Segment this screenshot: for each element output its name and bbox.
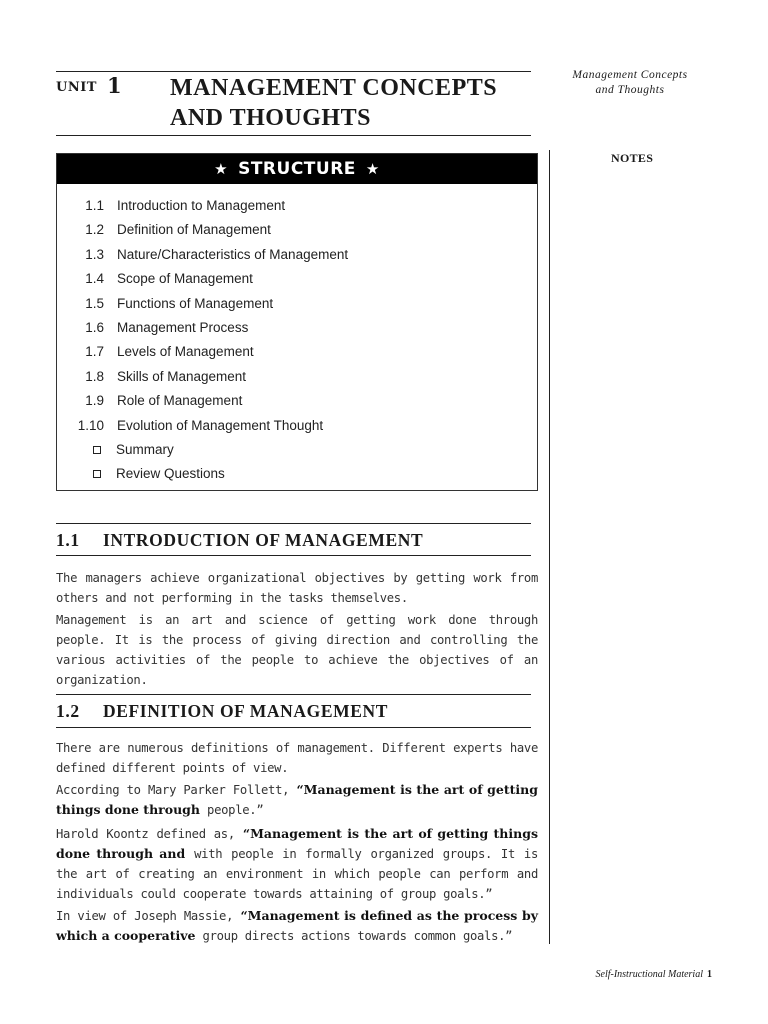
toc-item-number: 1.9 (85, 393, 104, 409)
toc-item[interactable] (57, 198, 348, 222)
toc-extra-item[interactable] (57, 442, 348, 466)
star-icon: ★ (214, 160, 229, 178)
running-title (560, 68, 700, 98)
text-run: people.” (200, 803, 264, 817)
toc-item-label: Functions of Management (117, 295, 274, 311)
toc-item[interactable] (57, 369, 348, 393)
structure-heading-bar (57, 154, 537, 184)
page-footer (560, 969, 712, 980)
paragraph (56, 906, 538, 946)
toc-item-label: Levels of Management (117, 344, 254, 360)
paragraph: Management is an art and science of getting work done through people. It is the process of giving direction and controlling the various activities of the people to achieve the objectives of an organization. (56, 613, 538, 687)
toc-item[interactable] (57, 344, 348, 368)
notes-label: NOTES (611, 151, 654, 165)
header-bottom-rule (56, 135, 531, 136)
bold-quote: “Management is the art of getting things done through (56, 782, 538, 817)
text-run: According to Mary Parker Follett, (56, 783, 297, 797)
toc-item-label: Skills of Management (117, 368, 247, 384)
toc-item-number: 1.6 (85, 319, 104, 335)
margin-divider (549, 150, 550, 944)
toc-item-label: Evolution of Management Thought (117, 417, 324, 433)
toc-item[interactable] (57, 320, 348, 344)
toc-item-label: Summary (116, 441, 174, 457)
section1-bottom-rule (56, 555, 531, 556)
toc-item-label: Introduction to Management (117, 198, 286, 213)
toc-item[interactable] (57, 247, 348, 271)
checkbox-square-icon (93, 446, 101, 454)
section2-top-rule (56, 694, 531, 695)
footer-label: Self-Instructional Material (595, 969, 703, 980)
toc-item-label: Scope of Management (117, 271, 253, 287)
toc-item[interactable] (57, 418, 348, 442)
structure-heading: STRUCTURE (238, 159, 356, 179)
page-number: 1 (707, 969, 712, 980)
unit-label: UNIT (56, 80, 97, 95)
section-title: DEFINITION OF MANAGEMENT (103, 701, 389, 721)
toc-item-label: Review Questions (116, 466, 225, 482)
running-title-line2: and Thoughts (595, 84, 665, 96)
toc-item-label: Management Process (117, 319, 249, 335)
section-title: INTRODUCTION OF MANAGEMENT (103, 530, 424, 550)
section-heading (56, 530, 423, 551)
paragraph (56, 824, 538, 904)
section-number: 1.1 (56, 530, 80, 550)
text-run: with people in formally organized groups. It is the art of creating an environment in which people can perform and individuals could cooperate towards attaining of group goals.” (56, 847, 538, 901)
toc-item-number: 1.10 (77, 417, 104, 433)
toc-item-label: Nature/Characteristics of Management (117, 246, 349, 262)
toc-item-number: 1.2 (85, 222, 104, 238)
text-run: Harold Koontz defined as, (56, 827, 243, 841)
structure-list (57, 198, 348, 491)
checkbox-square-icon (93, 470, 101, 478)
toc-item-number: 1.7 (85, 344, 104, 360)
toc-item-number: 1.4 (85, 271, 104, 287)
text-run: In view of Joseph Massie, (56, 909, 241, 923)
paragraph: There are numerous definitions of management. Different experts have defined different points of view. (56, 741, 538, 775)
unit-title-line2: AND THOUGHTS (170, 105, 371, 131)
toc-item-number: 1.5 (85, 295, 104, 311)
header-top-rule (56, 71, 531, 72)
unit-title (170, 73, 530, 133)
paragraph (56, 780, 538, 820)
section2-bottom-rule (56, 727, 531, 728)
bold-quote: “Management is the art of getting things done through and (56, 826, 538, 861)
section-number: 1.2 (56, 701, 80, 721)
structure-box (56, 153, 538, 491)
star-icon: ★ (365, 160, 380, 178)
running-title-line1: Management Concepts (572, 69, 688, 81)
section-heading (56, 701, 388, 722)
toc-item-number: 1.3 (85, 246, 104, 262)
unit-title-line1: MANAGEMENT CONCEPTS (170, 75, 498, 101)
toc-item[interactable] (57, 296, 348, 320)
toc-item[interactable] (57, 393, 348, 417)
toc-item-label: Definition of Management (117, 222, 271, 238)
toc-item-number: 1.8 (85, 368, 104, 384)
toc-item-number: 1.1 (85, 198, 104, 213)
toc-item[interactable] (57, 271, 348, 295)
bold-quote: “Management is defined as the process by which a cooperative (56, 908, 538, 943)
toc-item[interactable] (57, 222, 348, 246)
text-run: group directs actions towards common goals.” (195, 929, 513, 943)
toc-item-label: Role of Management (117, 393, 243, 409)
section1-top-rule (56, 523, 531, 524)
toc-extra-item[interactable] (57, 466, 348, 490)
unit-number: 1 (107, 73, 122, 98)
paragraph: The managers achieve organizational objectives by getting work from others and not performing in the tasks themselves. (56, 571, 538, 605)
